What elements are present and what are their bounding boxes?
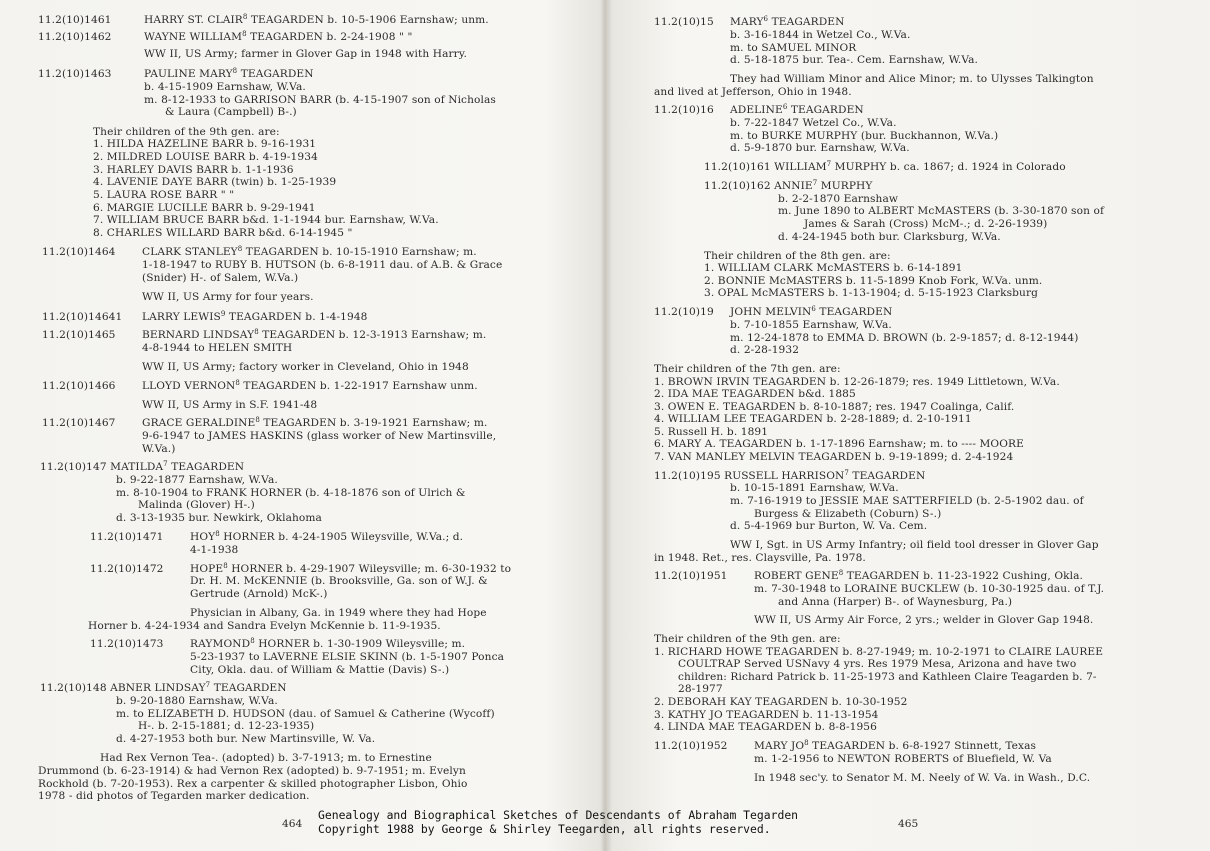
text-line: Malinda (Glover) H-.) [138,499,255,511]
text-line: MARY $JO^8$ TEAGARDEN b. 6-8-1927 Stinnett, Texas [754,739,1037,752]
text-line: d. 2-28-1932 [730,344,800,356]
text-line: d. 5-18-1875 bur. Tea-. Cem. Earnshaw, W.Va. [730,54,978,66]
text-line: HARRY ST. CLAIR$^8$ TEAGARDEN b. 10-5-1906 Earnshaw; unm. [144,13,489,26]
text-line: 2. DEBORAH KAY TEAGARDEN b. 10-30-1952 [654,696,908,708]
text-line: 5. LAURA ROSE BARR " " [93,189,235,201]
text-line: m. 8-12-1933 to GARRISON BARR (b. 4-15-1907 son of Nicholas [144,94,496,106]
text-line: WW II, US Army; factory worker in Cleveland, Ohio in 1948 [142,361,469,373]
text-line: COULTRAP Served USNavy 4 yrs. Res 1979 Mesa, Arizona and have two [678,658,1077,670]
text-line: children: Richard Patrick b. 11-25-1973 and Kathleen Claire Teagarden b. 7- [678,671,1097,683]
text-line: City, Okla. dau. of William & Mattie (Davis) S-.) [190,664,450,676]
text-line: 28-1977 [678,683,723,695]
text-line: 4. WILLIAM LEE TEAGARDEN b. 2-28-1889; d. 2-10-1911 [654,413,972,425]
text-line: 11.2(10)1462 [38,31,112,43]
generation-superscript: 8 [232,67,238,75]
text-line: WAYNE WILLIAM$^8$ TEAGARDEN b. 2-24-1908 " " [144,30,413,43]
text-line: d. 5-4-1969 bur Burton, W. Va. Cem. [730,520,928,532]
generation-superscript: 7 [826,160,832,168]
text-line: 11.2(10)16 [654,104,714,116]
generation-superscript: 6 [782,103,788,111]
generation-superscript: 8 [215,530,220,538]
text-line: & Laura (Campbell) B-.) [165,106,297,118]
text-line: d. 4-24-1945 both bur. Clarksburg, W.Va. [778,231,1001,243]
text-line: (Snider) H-. of Salem, W.Va.) [142,272,299,284]
text-line: 3. KATHY JO TEAGARDEN b. 11-13-1954 [654,709,879,721]
text-line: 7. WILLIAM BRUCE BARR b&d. 1-1-1944 bur. Earnshaw, W.Va. [93,214,439,226]
text-line: ROBERT GENE$^8$ TEAGARDEN b. 11-23-1922 Cushing, Okla. [754,569,1083,582]
text-line: 6. MARGIE LUCILLE BARR b. 9-29-1941 [93,202,316,214]
text-line: HOPE$^8$ HORNER b. 4-29-1907 Wileysville; m. 6-30-1932 to [190,562,512,575]
text-line: 11.2(10)1471 [90,531,164,543]
generation-superscript: 7 [812,179,818,187]
text-line: Their children of the 8th gen. are: [704,250,891,262]
text-line: WW II, US Army in S.F. 1941-48 [142,399,318,411]
text-line: 11.2(10)161 WILLIAM$^7$ MURPHY b. ca. 1867; d. 1924 in Colorado [704,160,1066,173]
text-line: RAYMOND$^8$ HORNER b. 1-30-1909 Wileysville; m. [190,637,466,650]
text-line: LARRY LEWIS$^9$ TEAGARDEN b. 1-4-1948 [142,310,368,323]
text-line: Had Rex Vernon Tea-. (adopted) b. 3-7-1913; m. to Ernestine [100,752,432,764]
footer-title: Genealogy and Biographical Sketches of Descendants of Abraham Tegarden [318,808,799,822]
text-line: Their children of the 7th gen. are: [654,363,841,375]
text-line: 4. LAVENIE DAYE BARR (twin) b. 1-25-1939 [93,176,337,188]
text-line: 1978 - did photos of Tegarden marker dedication. [38,790,310,802]
text-line: Rockhold (b. 7-20-1953). Rex a carpenter & skilled photographer Lisbon, Ohio [38,778,468,790]
text-line: 11.2(10)19 [654,306,714,318]
generation-superscript: 7 [163,460,168,468]
text-line: 5-23-1937 to LAVERNE ELSIE SKINN (b. 1-5-1907 Ponca [190,651,505,663]
text-line: m. to SAMUEL MINOR [730,42,857,54]
text-line: 4. LINDA MAE TEAGARDEN b. 8-8-1956 [654,721,877,733]
text-line: Drummond (b. 6-23-1914) & had Vernon Rex (adopted) b. 9-7-1951; m. Evelyn [38,765,466,777]
text-line: 11.2(10)1463 [38,68,112,80]
text-line: H-. b. 2-15-1881; d. 12-23-1935) [138,720,315,732]
text-line: 1. HILDA HAZELINE BARR b. 9-16-1931 [93,138,317,150]
text-line: 11.2(10)1461 [38,14,112,26]
generation-superscript: 7 [205,681,211,689]
text-line: Their children of the 9th gen. are: [93,126,280,138]
text-line: 7. VAN MANLEY MELVIN TEAGARDEN b. 9-19-1899; d. 2-4-1924 [654,451,1014,463]
text-line: 11.2(10)1473 [90,638,164,650]
text-line: Their children of the 9th gen. are: [654,633,841,645]
text-line: 11.2(10)1464 [42,246,116,258]
text-line: d. 3-13-1935 bur. Newkirk, Oklahoma [116,512,322,524]
text-line: 3. OPAL McMASTERS b. 1-13-1904; d. 5-15-1923 Clarksburg [704,287,1038,299]
text-line: m. 7-16-1919 to JESSIE MAE SATTERFIELD (b. 2-5-1902 dau. of [730,495,1084,507]
text-line: W.Va.) [142,443,176,455]
text-line: Horner b. 4-24-1934 and Sandra Evelyn McKennie b. 11-9-1935. [88,620,441,632]
text-line: b. 2-2-1870 Earnshaw [778,193,899,205]
text-line: 4-8-1944 to HELEN SMITH [142,342,293,354]
text-line: 4-1-1938 [190,544,239,556]
text-line: 5. Russell H. b. 1891 [654,426,769,438]
footer-copyright: Copyright 1988 by George & Shirley Teegarden, all rights reserved. [318,822,771,836]
text-line: 11.2(10)15 [654,16,714,28]
generation-superscript: 8 [242,13,248,21]
text-line: WW I, Sgt. in US Army Infantry; oil field tool dresser in Glover Gap [730,539,1099,551]
text-line: 11.2(10)162 ANNIE$^7$ MURPHY [704,179,873,192]
text-line: 11.2(10)1952 [654,740,728,752]
generation-superscript: 8 [804,739,809,747]
text-line: and Anna (Harper) B-. of Waynesburg, Pa.) [778,596,1013,608]
text-line: 1. RICHARD HOWE TEAGARDEN b. 8-27-1949; m. 10-2-1971 to CLAIRE LAUREE [654,646,1104,658]
text-line: PAULINE MARY$^8$ TEAGARDEN [144,67,314,80]
text-line: 11.2(10)147 MATILDA$^7$ TEAGARDEN [40,460,245,473]
generation-superscript: 6 [811,305,816,313]
generation-superscript: 8 [838,569,844,577]
text-line: m. 12-24-1878 to EMMA D. BROWN (b. 2-9-1857; d. 8-12-1944) [730,332,1079,344]
text-line: 2. IDA MAE TEAGARDEN b&d. 1885 [654,388,856,400]
text-line: b. 4-15-1909 Earnshaw, W.Va. [144,81,306,93]
text-line: Burgess & Elizabeth (Coburn) S-.) [754,508,942,520]
text-line: in 1948. Ret., res. Claysville, Pa. 1978. [654,552,866,564]
text-line: m. 7-30-1948 to LORAINE BUCKLEW (b. 10-30-1925 dau. of T.J. [754,583,1105,595]
generation-superscript: 8 [235,379,240,387]
text-line: b. 7-22-1847 Wetzel Co., W.Va. [730,117,897,129]
generation-superscript: 8 [254,328,259,336]
copyright-footer [318,808,848,836]
generation-superscript: 9 [220,310,226,318]
text-line: m. to ELIZABETH D. HUDSON (dau. of Samuel & Catherine (Wycoff) [116,708,495,720]
text-line: d. 4-27-1953 both bur. New Martinsville, W. Va. [116,733,376,745]
text-line: d. 5-9-1870 bur. Earnshaw, W.Va. [730,142,910,154]
text-line: 2. BONNIE McMASTERS b. 11-5-1899 Knob Fork, W.Va. unm. [704,275,1043,287]
text-line: b. 7-10-1855 Earnshaw, W.Va. [730,319,892,331]
text-line: They had William Minor and Alice Minor; m. to Ulysses Talkington [730,73,1094,85]
text-line: 1. WILLIAM CLARK McMASTERS b. 6-14-1891 [704,262,963,274]
text-line: and lived at Jefferson, Ohio in 1948. [654,86,852,98]
text-line: James & Sarah (Cross) McM-.; d. 2-26-1939) [804,218,1048,230]
text-line: b. 9-20-1880 Earnshaw, W.Va. [116,695,278,707]
generation-superscript: 7 [844,469,849,477]
text-line: 11.2(10)1466 [42,380,116,392]
text-line: Dr. H. M. McKENNIE (b. Brooksville, Ga. son of W.J. & [190,575,488,587]
text-line: BERNARD LINDSAY$^8$ TEAGARDEN b. 12-3-1913 Earnshaw; m. [142,328,487,341]
text-line: m. to BURKE MURPHY (bur. Buckhannon, W.Va.) [730,130,999,142]
text-line: b. 10-15-1891 Earnshaw, W.Va. [730,482,899,494]
text-line: 3. OWEN E. TEAGARDEN b. 8-10-1887; res. 1947 Coalinga, Calif. [654,401,1015,413]
text-line: Gertrude (Arnold) McK-.) [190,588,328,600]
text-line: WW II, US Army for four years. [142,291,314,303]
text-line: ADELINE$^6$ TEAGARDEN [730,103,864,116]
generation-superscript: 6 [763,15,769,23]
right-page-number: 465 [898,818,919,830]
text-line: 1-18-1947 to RUBY B. HUTSON (b. 6-8-1911 dau. of A.B. & Grace [142,259,503,271]
text-line: 11.2(10)1951 [654,570,728,582]
text-line: 11.2(10)148 ABNER LINDSAY$^7$ TEAGARDEN [40,681,287,694]
text-line: 11.2(10)1472 [90,563,164,575]
text-line: 11.2(10)195 RUSSELL HARRISON$^7$ TEAGARDEN [654,469,926,482]
text-line: 9-6-1947 to JAMES HASKINS (glass worker of New Martinsville, [142,430,497,442]
text-line: 8. CHARLES WILLARD BARR b&d. 6-14-1945 " [93,227,353,239]
text-line: b. 3-16-1844 in Wetzel Co., W.Va. [730,29,911,41]
text-line: Physician in Albany, Ga. in 1949 where they had Hope [190,607,487,619]
text-line: 6. MARY A. TEAGARDEN b. 1-17-1896 Earnshaw; m. to ---- MOORE [654,438,1024,450]
text-line: 11.2(10)1467 [42,417,116,429]
left-page-number: 464 [282,818,303,830]
generation-superscript: 8 [255,416,260,424]
text-line: CLARK STANLEY$^8$ TEAGARDEN b. 10-15-1910 Earnshaw; m. [142,245,477,258]
text-line: m. June 1890 to ALBERT McMASTERS (b. 3-30-1870 son of [778,205,1104,217]
text-line: m. 1-2-1956 to NEWTON ROBERTS of Bluefield, W. Va [754,753,1052,765]
generation-superscript: 8 [237,245,243,253]
text-line: HOY$^8$ HORNER b. 4-24-1905 Wileysville, W.Va.; d. [190,530,464,543]
text-line: LLOYD VERNON$^8$ TEAGARDEN b. 1-22-1917 Earnshaw unm. [142,379,478,392]
text-line: 11.2(10)1465 [42,329,116,341]
text-line: 2. MILDRED LOUISE BARR b. 4-19-1934 [93,151,318,163]
text-line: 3. HARLEY DAVIS BARR b. 1-1-1936 [93,164,294,176]
text-line: 11.2(10)14641 [42,311,123,323]
generation-superscript: 8 [250,637,255,645]
text-line: WW II, US Army Air Force, 2 yrs.; welder in Glover Gap 1948. [754,614,1094,626]
text-line: 1. BROWN IRVIN TEAGARDEN b. 12-26-1879; res. 1949 Littletown, W.Va. [654,376,1060,388]
text-line: GRACE GERALDINE$^8$ TEAGARDEN b. 3-19-1921 Earnshaw; m. [142,416,488,429]
generation-superscript: 8 [242,30,247,38]
text-line: JOHN MELVIN$^6$ TEAGARDEN [730,305,893,318]
text-line: m. 8-10-1904 to FRANK HORNER (b. 4-18-1876 son of Ulrich & [116,487,466,499]
text-line: In 1948 sec'y. to Senator M. M. Neely of W. Va. in Wash., D.C. [754,772,1091,784]
text-line: b. 9-22-1877 Earnshaw, W.Va. [116,474,278,486]
text-line: MARY$^6$ TEAGARDEN [730,15,845,28]
text-line: WW II, US Army; farmer in Glover Gap in 1948 with Harry. [144,48,467,60]
generation-superscript: 8 [223,562,228,570]
